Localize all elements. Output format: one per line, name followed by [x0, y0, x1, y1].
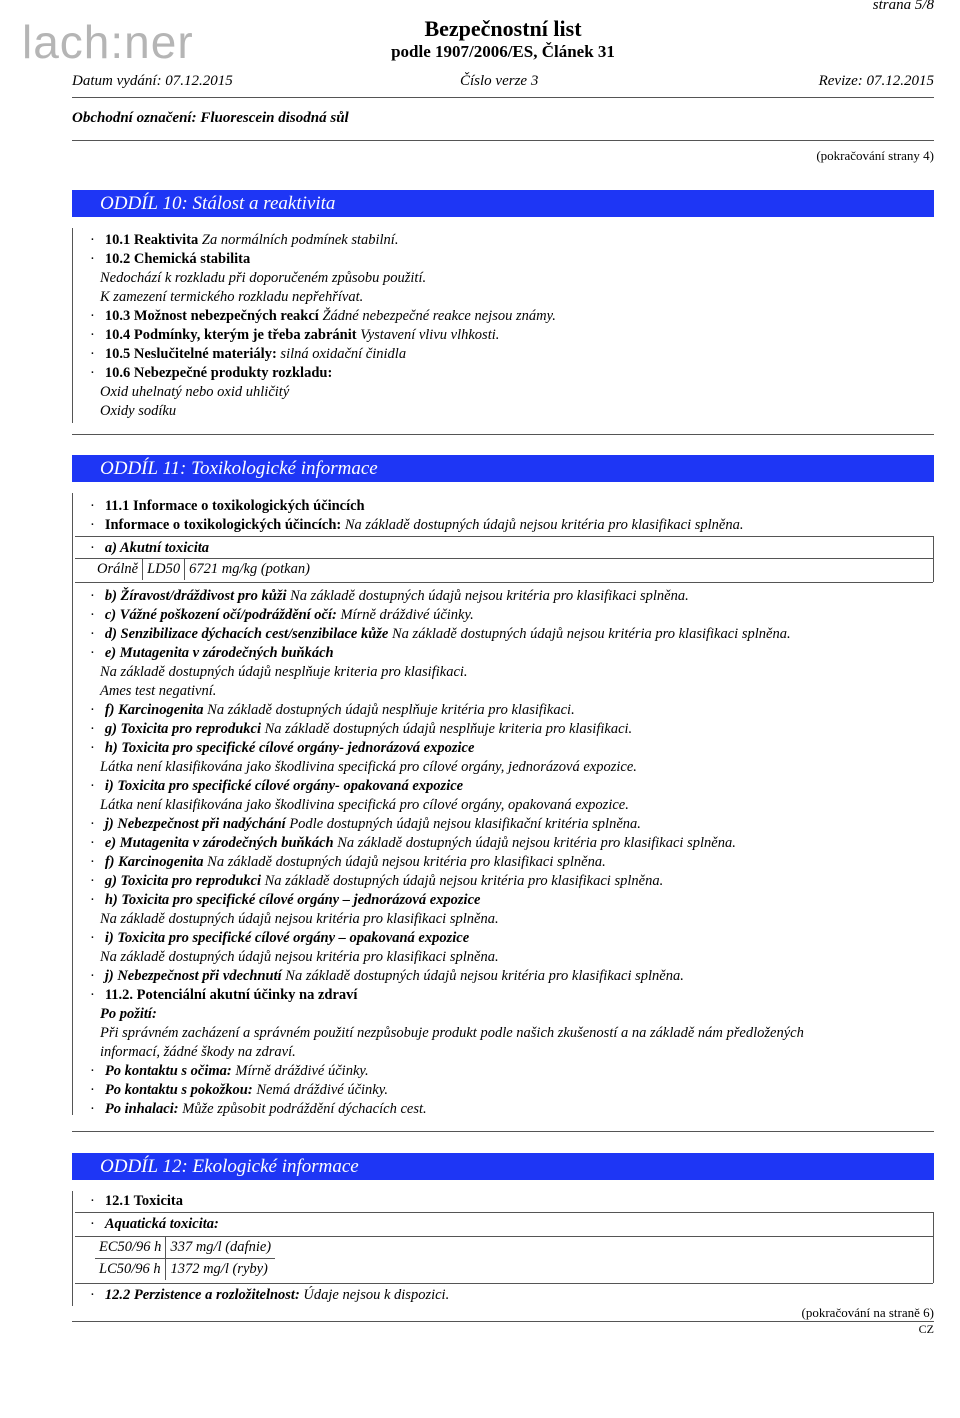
s10-reactivity: · 10.1 Reaktivita Za normálních podmínek stabilní.: [90, 232, 399, 248]
header-divider: [72, 97, 934, 98]
acute-route: Orálně: [93, 559, 143, 580]
s11-i2-text: Na základě dostupných údajů nejsou kritéria pro klasifikaci splněna.: [100, 949, 499, 965]
product-divider: [72, 140, 934, 141]
language-code: CZ: [918, 1322, 934, 1336]
s10-conditions: · 10.4 Podmínky, kterým je třeba zabránit Vystavení vlivu vlhkosti.: [90, 327, 500, 343]
s12-aquatic-label: · Aquatická toxicita:: [90, 1216, 219, 1232]
section-11-margin-line: [72, 493, 73, 1115]
s11-ingestion-label: Po požití:: [100, 1006, 157, 1022]
section-12-title: ODDÍL 12: Ekologické informace: [100, 1156, 359, 1177]
s11-i2: · i) Toxicita pro specifické cílové orgány – opakovaná expozice: [90, 930, 470, 946]
revision-date: Revize: 07.12.2015: [818, 73, 934, 89]
s11-g: · g) Toxicita pro reprodukci Na základě dostupných údajů nesplňuje kriteria pro klasifikaci.: [90, 721, 633, 737]
footer-divider: [72, 1321, 934, 1322]
s11-h2-text: Na základě dostupných údajů nejsou kritéria pro klasifikaci splněna.: [100, 911, 499, 927]
s11-i-text: Látka není klasifikována jako škodlivina specifická pro cílové orgány, opakovaná expozice.: [100, 797, 629, 813]
s11-heading-11-1: · 11.1 Informace o toxikologických účincích: [90, 498, 365, 514]
s11-ingestion-text-1: Při správném zacházení a správném použití nezpůsobuje produkt podle našich zkušeností a na základě nám předložených: [100, 1025, 804, 1041]
aqua-type: EC50/96 h: [95, 1237, 166, 1259]
s11-info: · Informace o toxikologických účincích: Na základě dostupných údajů nejsou kritéria pro klasifikaci splněna.: [90, 517, 744, 533]
s11-j: · j) Nebezpečnost při nadýchání Podle dostupných údajů nejsou klasifikační kritéria splněna.: [90, 816, 641, 832]
s10-decomposition-1: Oxid uhelnatý nebo oxid uhličitý: [100, 384, 290, 400]
continued-to: (pokračování na straně 6): [801, 1305, 934, 1320]
aqua-table-top: [75, 1212, 933, 1213]
s11-g2: · g) Toxicita pro reprodukci Na základě dostupných údajů nejsou kritéria pro klasifikaci splněna.: [90, 873, 664, 889]
document-title: Bezpečnostní list: [424, 16, 582, 41]
s10-stability-text-1: Nedochází k rozkladu při doporučeném způsobu použití.: [100, 270, 427, 286]
aquatic-toxicity-table: [95, 1237, 275, 1280]
s11-h-text: Látka není klasifikována jako škodlivina specifická pro cílové orgány, jednorázová expozice.: [100, 759, 637, 775]
continued-from: (pokračování strany 4): [816, 148, 934, 163]
s11-inhalation: · Po inhalaci: Může způsobit podráždění dýchacích cest.: [90, 1101, 427, 1117]
table-row: [95, 1237, 275, 1259]
acute-table-bottom: [75, 582, 933, 583]
acute-value: 6721 mg/kg (potkan): [185, 559, 314, 580]
s10-incompatible: · 10.5 Neslučitelné materiály: silná oxidační činidla: [90, 346, 407, 362]
acute-table-right: [933, 536, 934, 582]
product-name: Obchodní označení: Fluorescein disodná sůl: [72, 110, 349, 126]
s11-skin: · Po kontaktu s pokožkou: Nemá dráždivé účinky.: [90, 1082, 389, 1098]
s11-e-text-2: Ames test negativní.: [100, 683, 217, 699]
aqua-value: 337 mg/l (dafnie): [166, 1237, 275, 1259]
acute-type: LD50: [143, 559, 185, 580]
s10-stability-text-2: K zamezení termického rozkladu nepřehřívat.: [100, 289, 364, 305]
s12-heading-toxicity: · 12.1 Toxicita: [90, 1193, 183, 1209]
section-11-title: ODDÍL 11: Toxikologické informace: [100, 458, 378, 479]
s11-f2: · f) Karcinogenita Na základě dostupných údajů nejsou kritéria pro klasifikaci splněna.: [90, 854, 606, 870]
section-10-margin-line: [72, 228, 73, 423]
s11-acute-heading: · a) Akutní toxicita: [90, 540, 210, 556]
version-number: Číslo verze 3: [460, 73, 539, 89]
aqua-value: 1372 mg/l (ryby): [166, 1259, 275, 1281]
section-12-margin-line: [72, 1191, 73, 1306]
aqua-table-bottom: [75, 1283, 933, 1284]
company-logo: lach:ner: [22, 16, 194, 68]
s11-h: · h) Toxicita pro specifické cílové orgány- jednorázová expozice: [90, 740, 475, 756]
s11-ingestion-text-2: informací, žádné škody na zdraví.: [100, 1044, 296, 1060]
s11-c: · c) Vážné poškození očí/podráždění očí: Mírně dráždivé účinky.: [90, 607, 474, 623]
aqua-type: LC50/96 h: [95, 1259, 166, 1281]
s11-heading-11-2: · 11.2. Potenciální akutní účinky na zdraví: [90, 987, 358, 1003]
s11-e-text-1: Na základě dostupných údajů nesplňuje kriteria pro klasifikaci.: [100, 664, 468, 680]
s11-e2: · e) Mutagenita v zárodečných buňkách Na základě dostupných údajů nejsou kritéria pro klasifikaci splněna.: [90, 835, 736, 851]
s12-persistence: · 12.2 Perzistence a rozložitelnost: Údaje nejsou k dispozici.: [90, 1287, 450, 1303]
s10-decomposition: · 10.6 Nebezpečné produkty rozkladu:: [90, 365, 333, 381]
s11-i: · i) Toxicita pro specifické cílové orgány- opakovaná expozice: [90, 778, 464, 794]
page-number: strana 5/8: [872, 0, 934, 13]
s10-reactions: · 10.3 Možnost nebezpečných reakcí Žádné nebezpečné reakce nejsou známy.: [90, 308, 556, 324]
s11-h2: · h) Toxicita pro specifické cílové orgány – jednorázová expozice: [90, 892, 481, 908]
s11-j2: · j) Nebezpečnost při vdechnutí Na základě dostupných údajů nejsou kritéria pro klasifikaci splněna.: [90, 968, 684, 984]
section-10-title: ODDÍL 10: Stálost a reaktivita: [100, 193, 336, 214]
section-12-header: [72, 1153, 934, 1180]
document-subtitle: podle 1907/2006/ES, Článek 31: [391, 42, 615, 61]
section-10-header: [72, 190, 934, 217]
issue-date: Datum vydání: 07.12.2015: [72, 73, 233, 89]
s11-f: · f) Karcinogenita Na základě dostupných údajů nesplňuje kritéria pro klasifikaci.: [90, 702, 575, 718]
section-11-header: [72, 455, 934, 482]
s11-e: · e) Mutagenita v zárodečných buňkách: [90, 645, 334, 661]
table-row: [95, 1259, 275, 1281]
s10-decomposition-2: Oxidy sodíku: [100, 403, 177, 419]
s11-b: · b) Žíravost/dráždivost pro kůži Na základě dostupných údajů nejsou kritéria pro klasifikaci splněna.: [90, 588, 689, 604]
s11-eyes: · Po kontaktu s očima: Mírně dráždivé účinky.: [90, 1063, 369, 1079]
table-row: [93, 559, 314, 580]
s10-stability: · 10.2 Chemická stabilita: [90, 251, 251, 267]
acute-table-top: [75, 536, 933, 537]
section-10-divider: [72, 434, 934, 435]
acute-toxicity-table: [93, 559, 314, 580]
aqua-table-right: [933, 1212, 934, 1283]
section-11-divider: [72, 1131, 934, 1132]
s11-d: · d) Senzibilizace dýchacích cest/senzibilace kůže Na základě dostupných údajů nejsou kritéria pro klasifikaci splněna.: [90, 626, 791, 642]
